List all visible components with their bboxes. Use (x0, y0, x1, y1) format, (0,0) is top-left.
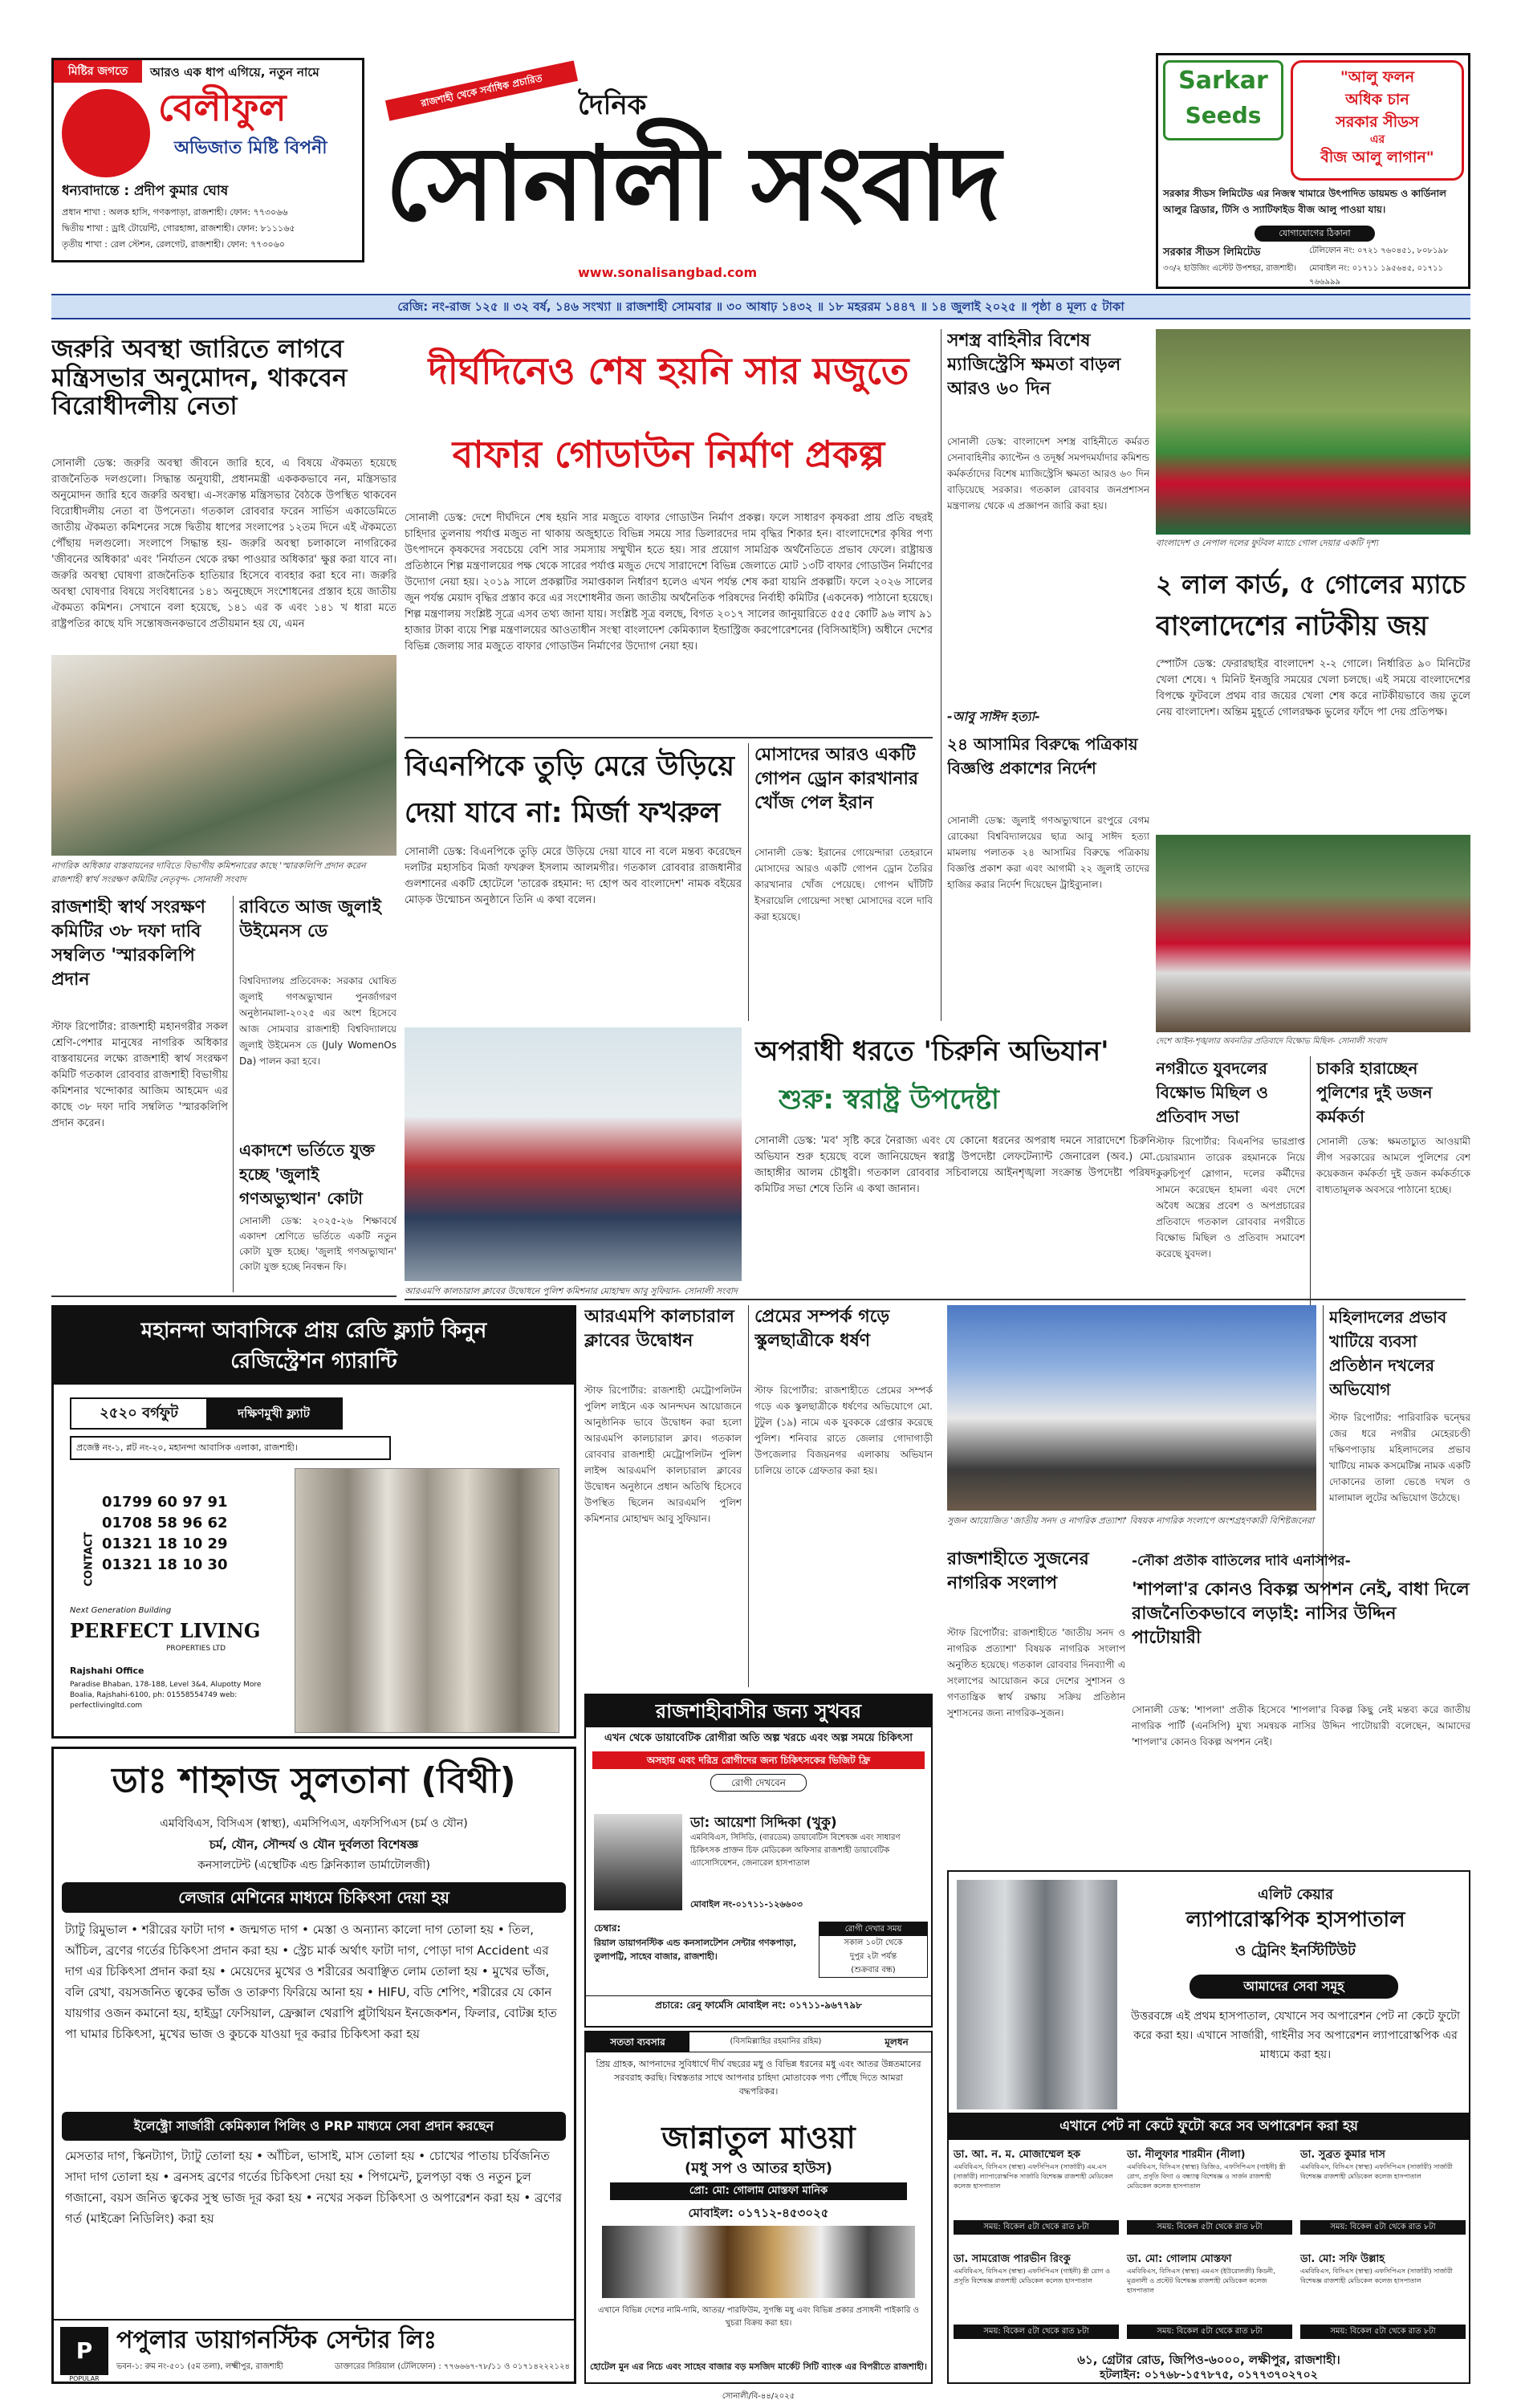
beliphul-subtitle: অভিজাত মিষ্টি বিপনী (174, 138, 327, 158)
rally-photo-caption: দেশে আইন-শৃঙ্খলার অবনতির প্রতিবাদে বিক্ষোভ মিছিল- সোনালী সংবাদ (1156, 1037, 1387, 1046)
club-body: স্টাফ রিপোর্টার: রাজশাহী মেট্রোপলিটন পুলিশ লাইনে এক আনন্দঘন আয়োজনে আনুষ্ঠানিক ভাবে উদ্বোধন করা হলো আরএমপি কালচারাল ক্লাব। গতকাল রোববার রাজশাহী মেট্রোপলিটন পুলিশ লাইন্স আরএমপি কালচারাল ক্লাবের উদ্বোধন অনুষ্ঠানে প্রধান অতিথি হিসেবে উপস্থিত ছিলেন আরএমপি পুলিশ কমিশনার মোহাম্মদ আবু সুফিয়ান। (584, 1385, 742, 1524)
doctor-5-name: ডা. মো: গোলাম মোস্তফা (1127, 2253, 1232, 2265)
jannatul-tag-left: সততা ব্যবসার (586, 2032, 689, 2052)
flat-ad-header (54, 1308, 574, 1385)
flat-phones (102, 1492, 262, 1576)
shahnaz-ad (51, 1747, 576, 2384)
doctor-6-name: ডা. মো: সফি উল্লাহ (1300, 2253, 1385, 2265)
lead-rule (405, 737, 933, 738)
jannatul-products (602, 2226, 915, 2298)
abu-sayeed-kicker: -আবু সাঈদ হত্যা- (947, 710, 1040, 724)
beliphul-brand: বেলীফুল (158, 86, 287, 129)
rmp-club-photo (405, 1027, 742, 1281)
abu-sayeed-body: সোনালী ডেস্ক: জুলাই গণঅভ্যুত্থানে রংপুরে বেগম রোকেয়া বিশ্ববিদ্যালয়ের ছাত্র আবু সাঈদ হত্যা মামলায় পলাতক ২৪ আসামির বিরুদ্ধে পত্রিকায় বিজ্ঞপ্তি প্রকাশ করা এবং আগামী ২২ জুলাই তাদের হাজির করার নির্দেশ দিয়েছেন ট্রাইব্যুনাল। (947, 815, 1149, 890)
nahid-headline: 'শাপলা'র কোনও বিকল্প অপশন নেই, বাধা দিলে রাজনৈতিকভাবে লড়াই: নাসির উদ্দিন পাটোয়ারী (1132, 1580, 1470, 1648)
newspaper-name: সোনালী সংবাদ (385, 124, 999, 244)
magistracy-headline: সশস্ত্র বাহিনীর বিশেষ ম্যাজিস্ট্রেসি ক্ষমতা বাড়ল আরও ৬০ দিন (947, 331, 1121, 399)
skarlipi-body: স্টাফ রিপোর্টার: রাজশাহী মহানগরীর সকল শ্রেণি-পেশার মানুষের নাগরিক অধিকার বাস্তবায়নের লক্ষ্যে রাজশাহী স্বার্থ সংরক্ষণ কমিটি গতকাল রোববার রাজশাহী বিভাগীয় কমিশনার খন্দোকার আজিম আহমেদ এর কাছে ৩৮ দফা দাবি সম্বলিত 'স্মারকলিপি প্রদান করেন। (51, 1021, 228, 1129)
protest-headline: নগরীতে যুবদলের বিক্ষোভ মিছিল ও প্রতিবাদ সভা (1156, 1059, 1269, 1126)
protest-body: স্টাফ রিপোর্টার: বিএনপির ভারপ্রাপ্ত চেয়ারম্যান তারেক রহমানকে নিয়ে কুরুচিপূর্ণ স্লোগান, দলের কর্মীদের সামনে করেছেন হামলা এবং দেশে অবৈধ অস্ত্রের প্রবেশ ও অপপ্রচারের প্রতিবাদে গতকাল রোববার নগরীতে বিক্ষোভ মিছিল ও প্রতিবাদ সমাবেশ করেছে যুবদল। (1156, 1136, 1305, 1259)
shahnaz-specialty: চর্ম, যৌন, সৌন্দর্য ও যৌন দুর্বলতা বিশেষজ্ঞ (209, 1837, 419, 1852)
women-day-headline: রাবিতে আজ জুলাই উইমেনস ডে (239, 897, 381, 942)
skarlipi-photo (51, 655, 397, 856)
doctor-2-degrees: এমবিবিএস, বিসিএস (স্বাস্থ্য) ডিজিও, এফসিপিএস (গাইনী) স্ত্রী রোগ, প্রসূতি বিদ্যা ও বন্ধ্যাত্ব বিশেষজ্ঞ ও সার্জন রাজশাহী মেডিকেল কলেজ হাসপাতাল (1127, 2163, 1286, 2190)
shahnaz-prp-bar: ইলেক্ট্রো সার্জারী কেমিক্যাল পিলিং ও PRP মাধ্যমে সেবা প্রদান করছেন (62, 2112, 566, 2141)
doctor-6-degrees: এমবিবিএস, বিসিএস (স্বাস্থ্য) এফসিপিএস (সার্জারী) সার্জারী বিশেষজ্ঞ রাজশাহী মেডিকেল কলেজ হাসপাতাল (1300, 2268, 1453, 2284)
doctor-2-time: সময়: বিকেল ৫টা থেকে রাত ৮টা (1127, 2220, 1292, 2235)
hospital-top: এলিট কেয়ার (1258, 1886, 1333, 1903)
sarkar-seeds-ad (1156, 53, 1470, 289)
skarlipi-headline: রাজশাহী স্বার্থ সংরক্ষণ কমিটির ৩৮ দফা দাবি সম্বলিত 'স্মারকলিপি প্রদান (51, 897, 205, 990)
mossad-divider (748, 743, 749, 1021)
slogan-line-4: এর (1369, 133, 1385, 146)
love-body: স্টাফ রিপোর্টার: রাজশাহীতে প্রেমের সম্পর্ক গড়ে এক স্কুলছাত্রীকে ধর্ষণের অভিযোগে মো. টুটুল (১৯) নামে এক যুবককে গ্রেপ্তার করেছে পুলিশ। শনিবার রাতে জেলার গোদাগাড়ী উপজেলার বিজয়নগর এলাকায় অভিযান চালিয়ে তাকে গ্রেফতার করা হয়। (754, 1385, 933, 1476)
jannatul-intro: প্রিয় গ্রাহক, আপনাদের সুবিধার্থে দীর্ঘ বছরের মধু ও বিভিন্ন ধরনের মধু এবং আতর উন্নতমানের সরবরাহ করছি। বিশ্বস্ততার সাথে আপনার চাহিদা মোতাবেক পণ্য পৌঁছে দিতে আমরা বদ্ধপরিকর। (596, 2059, 921, 2097)
flat-address: প্রজেক্ট নং-১, প্লট নং-২০, মহানন্দা আবাসিক এলাকা, রাজশাহী। (70, 1436, 391, 1460)
police-job-body: সোনালী ডেস্ক: ক্ষমতাচ্যুত আওয়ামী লীগ সরকারের আমলে পুলিশের বেশ কয়েকজন কর্মকর্তা দুই ডজন কর্মকর্তাকে বাধ্যতামূলক অবসরে পাঠানো হচ্ছে। (1316, 1136, 1470, 1195)
football-headline-1: ২ লাল কার্ড, ৫ গোলের ম্যাচে (1156, 569, 1466, 600)
col1-rule (51, 1296, 397, 1297)
hospital-services-bar: আমাদের সেবা সমূহ (1190, 1975, 1398, 1999)
doctor-card-3 (1300, 2148, 1466, 2244)
sukhobor-patients: রোগী দেখবেন (710, 1774, 807, 1792)
sukhobor-time-box (819, 1922, 928, 1978)
flat-headline-1: মহানন্দা আবাসিকে প্রায় রেডি ফ্ল্যাট কিনুন (140, 1319, 487, 1343)
sukhobor-time-2: দুপুর ২টা পর্যন্ত (849, 1952, 897, 1961)
doctor-4-time: সময়: বিকেল ৫টা থেকে রাত ৮টা (954, 2325, 1119, 2339)
admission-headline: একাদশে ভর্তিতে যুক্ত হচ্ছে 'জুলাই গণঅভ্যুত্থান' কোটা (239, 1141, 375, 1208)
sarkar-contact-tag: যোগাযোগের ঠিকানা (1255, 226, 1375, 242)
doctor-card-5 (1127, 2252, 1292, 2349)
magistracy-body: সোনালী ডেস্ক: বাংলাদেশ সশস্ত্র বাহিনীতে কর্মরত সেনাবাহিনীর ক্যাপ্টেন ও তদূর্ধ্ব সমপদমর্যাদার কমিশন্ড কর্মকর্তাদের বিশেষ ম্যাজিস্ট্রেসি ক্ষমতা আরও ৬০ দিন বাড়িয়েছে সরকার। গতকাল রোববার জনপ্রশাসন মন্ত্রণালয় থেকে এ প্রজ্ঞাপন জারি করা হয়। (947, 436, 1149, 511)
flat-phone-2[interactable]: 01708 58 96 62 (102, 1515, 228, 1531)
jannatul-name: জান্নাতুল মাওয়া (661, 2120, 856, 2155)
jannatul-proprietor: প্রো: মো: গোলাম মোস্তফা মানিক (610, 2182, 907, 2200)
doctor-5-time: সময়: বিকেল ৫টা থেকে রাত ৮টা (1127, 2325, 1292, 2339)
popular-logo-text: POPULAR (69, 2375, 100, 2382)
lead-headline-box (405, 329, 933, 507)
sukhobor-time-1: সকাল ১০টা থেকে (844, 1938, 903, 1947)
hospital-ad (947, 1870, 1470, 2384)
sukhobor-mobile: মোবাইল নং-০১৭১১-১২৬৬০৩ (690, 1899, 803, 1910)
sukhobor-degrees: এমবিবিএস, সিসিডি, (বারডেম) ডায়াবেটিস বিশেষজ্ঞ এবং সাধারণ চিকিৎসক প্রাক্তন চিফ মেডিকেল অফিসার রাজশাহী ডায়াবেটিক এ্যাসোসিয়েশন, জেনারেল হাসপাতাল (690, 1833, 901, 1868)
jannatul-tag-mid: (বিসমিল্লাহির রহমানির রহিম) (730, 2037, 822, 2046)
slogan-line-5: বীজ আলু লাগান" (1320, 148, 1434, 166)
jannatul-sub: (মধু সপ ও আতর হাউস) (685, 2160, 832, 2177)
jannatul-address: হোটেল মুন এর নিচে এবং সাহেব বাজার বড় মসজিদ মার্কেট সিটি ব্যাংক এর বিপরীতে রাজশাহী। (590, 2361, 927, 2372)
doctor-1-time: সময়: বিকেল ৫টা থেকে রাত ৮টা (954, 2220, 1119, 2235)
slogan-line-2: অধিক চান (1345, 91, 1409, 108)
rmp-club-photo-caption: আরএমপি কালচারাল ক্লাবের উদ্বোধনে পুলিশ কমিশনার মোহাম্মদ আবু সুফিয়ান- সোনালী সংবাদ (405, 1286, 738, 1296)
sarkar-body: সরকার সীডস লিমিটেড এর নিজস্ব খামারে উৎপাদিত ডায়মন্ড ও কার্ডিনাল আলুর ব্রিডার, টিসি ও স্যাটিফাইড বীজ আলু পাওয়া যায়। (1163, 188, 1446, 215)
sarkar-slogan (1291, 60, 1464, 181)
beliphul-top-tag: মিষ্টির জগতে (54, 60, 142, 83)
mirza-headline: বিএনপিকে তুড়ি মেরে উড়িয়ে দেয়া যাবে না: মির্জা ফখরুল (405, 750, 735, 829)
doctor-3-time: সময়: বিকেল ৫টা থেকে রাত ৮টা (1300, 2220, 1466, 2235)
sukhobor-doctor: ডা: আয়েশা সিদ্দিকা (খুকু) (690, 1815, 837, 1831)
sukhobor-line-1: এখন থেকে ডায়াবেটিক রোগীরা অতি অল্প খরচে এবং অল্প সময়ে চিকিৎসা (604, 1732, 913, 1744)
flat-ad (51, 1305, 576, 1739)
flat-brand-tag: Next Generation Building (70, 1606, 172, 1615)
doctor-3-name: ডা. সুব্রত কুমার দাস (1300, 2149, 1385, 2161)
info-bar (51, 294, 1470, 319)
hospital-name: ল্যাপারোস্কপিক হাসপাতাল (1185, 1908, 1405, 1932)
lead-headline-2: বাফার গোডাউন নির্মাণ প্রকল্প (452, 433, 885, 476)
jannatul-ad (584, 2031, 933, 2384)
doctor-4-degrees: এমবিবিএস, বিসিএস (স্বাস্থ্য) এফসিপিএস (গাইনী) স্ত্রী রোগ ও প্রসূতি বিশেষজ্ঞ রাজশাহী মেডিকেল কলেজ হাসপাতাল (954, 2268, 1110, 2284)
sukhobor-chamber-label: চেম্বার: (594, 1922, 621, 1934)
beliphul-thanks: ধন্যবাদান্তে : প্রদীপ কুমার ঘোষ (62, 183, 229, 199)
flat-phone-3[interactable]: 01321 18 10 29 (102, 1536, 228, 1552)
hospital-banner: এখানে পেট না কেটে ফুটো করে সব অপারেশন করা হয় (949, 2113, 1469, 2140)
doctor-photo (594, 1814, 682, 1910)
sarkar-phone-2: মোবাইল নং: ০১৭১১ ১৯৫৬৪৫, ০১৭১১ ৭৬৬৯৯৯ (1309, 264, 1444, 287)
police-job-headline: চাকরি হারাচ্ছেন পুলিশের দুই ডজন কর্মকর্তা (1316, 1059, 1433, 1126)
sarkar-address: ৩৩/২ হাউজিং এস্টেট উপশহর, রাজশাহী। (1163, 264, 1297, 273)
doctor-card-4 (954, 2252, 1119, 2349)
football-photo-caption: বাংলাদেশ ও নেপাল দলের ফুটবল ম্যাচে গোল দেয়ার একটি দৃশ্য (1156, 538, 1378, 548)
business-headline: মহিলাদলের প্রভাব খাটিয়ে ব্যবসা প্রতিষ্ঠান দখলের অভিযোগ (1329, 1308, 1447, 1399)
info-bar-text: রেজি: নং-রাজ ১২৫ ॥ ৩২ বর্ষ, ১৪৬ সংখ্যা ॥ রাজশাহী সোমবার ॥ ৩০ আষাঢ় ১৪৩২ ॥ ১৮ মহররম ১৪৪৭ ॥ ১৪ জুলাই ২০২৫ ॥ পৃষ্ঠা ৪ মূল্য ৫ টাকা (397, 299, 1124, 314)
beliphul-branch-2: দ্বিতীয় শাখা : ড্রাই টোয়েন্টি, গোরহাঙ্গা, রাজশাহী। ফোন: ৮১১১৬৫ (62, 223, 295, 234)
sponsor-tag: রাজশাহী থেকে সর্বাধিক প্রচারিত (385, 60, 578, 120)
doctor-card-1 (954, 2148, 1119, 2244)
sukhobor-time-label: রোগী দেখার সময় (819, 1922, 927, 1936)
lead-headline-1: দীর্ঘদিনেও শেষ হয়নি সার মজুতে (428, 349, 909, 393)
sarkar-brand-bottom: Seeds (1185, 102, 1262, 128)
flat-office-address: Paradise Bhaban, 178-188, Level 3&4, Alupotty More Boalia, Rajshahi-6100, ph: 01558554749 web: perfectlivingltd.com (70, 1681, 262, 1710)
beliphul-logo-mark (62, 89, 150, 177)
jannatul-footer: এখানে বিভিন্ন দেশের নামি-দামি, আতর/ পারফিউম, সুগন্ধি মধু এবং বিভিন্ন প্রকার প্রসাধনী পাইকারি ও খুচরা বিক্রয় করা হয়। (598, 2306, 919, 2328)
sukhobor-time-3: (শুক্রবার বন্ধ) (851, 1966, 896, 1975)
flat-headline-2: রেজিস্ট্রেশন গ্যারান্টি (230, 1349, 397, 1373)
rally-photo (1156, 835, 1470, 1032)
football-headline-2: বাংলাদেশের নাটকীয় জয় (1156, 610, 1428, 642)
club-divider (748, 1305, 749, 1687)
col1-divider (233, 896, 234, 1292)
sukhobor-title: রাজশাহীবাসীর জন্য সুখবর (586, 1695, 931, 1727)
website[interactable]: www.sonalisangbad.com (578, 265, 758, 280)
sujan-headline: রাজশাহীতে সুজনের নাগরিক সংলাপ (947, 1549, 1089, 1593)
slogan-line-3: সরকার সীডস (1336, 113, 1419, 131)
mid-rule (405, 1299, 1466, 1300)
comb-headline-1: অপরাধী ধরতে 'চিরুনি অভিযান' (754, 1035, 1109, 1068)
shahnaz-services-2: মেসতার দাগ, স্কিনট্যাগ, ট্যাটু তোলা হয় • আঁচিল, ভাসাই, মাস তোলা হয় • চোখের পাতায় চর্বিজনিত সাদা দাগ তোলা হয় • ব্রনসহ ব্রণের গর্তের চিকিৎসা দেয়া হয় • পিগমেন্ট, চুলপড়া বন্ধ ও নতুন চুল গজানো, বয়স জনিত ত্বকের সুস্থ ভাজ দূর করা হয় • নখের সকল চিকিৎসা ও অপারেশন করা হয় • ব্রণের গর্ত (মাইক্রো নিডিলিং) করা হয় (65, 2149, 563, 2226)
doctor-card-6 (1300, 2252, 1466, 2349)
flat-office: Rajshahi Office (70, 1666, 144, 1676)
doctor-4-name: ডা. সামরোজ পারভীন রিংকু (954, 2253, 1071, 2265)
doctor-5-degrees: এমবিবিএস, বিসিএস (স্বাস্থ্য) এমএস (ইউরোলজী) কিডনী, মূত্রনালী ও প্রস্টেট বিশেষজ্ঞ রাজশাহী মেডিকেল কলেজ হাসপাতাল (1127, 2268, 1275, 2294)
doctor-card-2 (1127, 2148, 1292, 2244)
skarlipi-photo-caption: নাগরিক অধিকার বাস্তবায়নের দাবিতে বিভাগীয় কমিশনারের কাছে 'স্মারকলিপি প্রদান করেন রাজশাহী স্বার্থ সংরক্ষণ কমিটির নেতৃবৃন্দ- সোনালী সংবাদ (51, 860, 366, 885)
football-photo (1156, 329, 1470, 535)
flat-brand-sub: PROPERTIES LTD (166, 1645, 226, 1653)
sukhobor-chamber: রিয়াল ডায়াগনস্টিক এন্ড কনসালটেশন সেন্টার গণকপাড়া, তুলাপট্টি, সাহেব বাজার, রাজশাহী। (594, 1938, 797, 1962)
flat-contact-label: CONTACT (83, 1531, 96, 1587)
beliphul-slogan: আরও এক ধাপ এগিয়ে, নতুন নামে (150, 65, 319, 79)
shahnaz-degrees: এমবিবিএস, বিসিএস (স্বাস্থ্য), এমসিপিএস, এফসিপিএস (চর্ম ও যৌন) (160, 1817, 468, 1830)
lead-body: সোনালী ডেস্ক: দেশে দীর্ঘদিনে শেষ হয়নি সার মজুতে বাফার গোডাউন নির্মাণ প্রকল্প। ফলে সাধারণ কৃষকরা প্রায় প্রতি বছরই চাহিদার তুলনায় পর্যাপ্ত মজুত না থাকায় অজুহাতে বিভিন্ন সময়ে সার ডিলারদের দাম বৃদ্ধির শিকার হন। বাংলাদেশের কৃষির পণ্য উৎপাদনে কৃষকদের সবচেয়ে বেশি সার সমস্যায় সম্মুখীন হতে হয়। সার প্রয়োগ সামগ্রিক অর্থনৈতিতে প্রভাব ফেলে। রাষ্ট্রায়ত্ত প্রতিষ্ঠানে শিল্প মন্ত্রণালয়ের পক্ষ থেকে সারের পর্যাপ্ত মজুত দেখে সারাদেশে বিভিন্ন জেলাতে মোট ১৩টি বাফার গোডাউন নির্মাণের উদ্যোগ নেয়া হয়। ২০১৯ সালে প্রকল্পটির সমাপ্তকাল নির্ধারণ হলেও এখন পর্যন্ত শেষ করা যায়নি প্রকল্পটি। ফলে ২০২৬ সালের জুন পর্যন্ত মেয়াদ বৃদ্ধির প্রস্তাব করে এর সংশোধনীর জন্য জাতীয় অর্থনৈতিক পরিষদের নির্বাহী কমিটির (একনেক) পাঠানো হয়েছে। শিল্প মন্ত্রণালয় সংশ্লিষ্ট সূত্রে এসব তথ্য জানা যায়। সংশ্লিষ্ট সূত্র বলছে, বিগত ২০১৭ সালের জানুয়ারিতে ৫৫৫ কোটি ৯৬ লাখ ৯১ হাজার টাকা ব্যয়ে শিল্প মন্ত্রণালয়ের আওতাধীন সংস্থা বাংলাদেশ কেমিক্যাল ইন্ডাস্ট্রিজ করপোরেশনের (বিসিআইসি) অধীনে দেশের বিভিন্ন জেলায় সার মজুতে বাফার গোডাউন নির্মাণের উদ্যোগ নেয়া হয়। (405, 512, 933, 653)
sarkar-logo (1163, 60, 1283, 140)
comb-headline-2: শুরু: স্বরাষ্ট্র উপদেষ্টা (779, 1084, 999, 1116)
hospital-services: উত্তরবঙ্গে এই প্রথম হাসপাতাল, যেখানে সব অপারেশন পেট না কেটে ফুটো করে করা হয়। এখানে সার্জারী, গাইনীর সব অপারেশন ল্যাপারোস্কপিক এর মাধ্যমে করা হয়। (1131, 2010, 1460, 2061)
doctor-2-name: ডা. নীলুফার শারমীন (নীলা) (1127, 2149, 1246, 2161)
nahid-kicker: -নৌকা প্রতীক বাতিলের দাবি এনসিপির- (1132, 1554, 1351, 1569)
mossad-headline: মোসাদের আরও একটি গোপন ড্রোন কারখানার খোঁজ পেল ইরান (754, 745, 918, 813)
jannatul-tag-right: মূলধন (885, 2036, 909, 2048)
doctor-6-time: সময়: বিকেল ৫টা থেকে রাত ৮টা (1300, 2325, 1466, 2339)
flat-facing: দক্ষিণমুখী ফ্ল্যাট (206, 1399, 341, 1428)
slogan-line-1: "আলু ফলন (1340, 68, 1415, 86)
sarkar-brand-top: Sarkar (1178, 67, 1268, 95)
beliphul-ad (51, 58, 364, 262)
beliphul-branch-1: প্রধান শাখা : অলক হাসি, গণকপাড়া, রাজশাহী। ফোন: ৭৭৩০৬৬ (62, 207, 288, 218)
sukhobor-line-2: অসহায় এবং দরিদ্র রোগীদের জন্য চিকিৎসকের ভিজিট ফ্রি (592, 1751, 925, 1769)
flat-building-image (295, 1468, 559, 1733)
sarkar-phone-1: টেলিফোন নং: ০৭২১ ৭৬০৪৫১, ৮০৮১৯৮ (1309, 246, 1449, 255)
doctor-1-degrees: এমবিবিএস, বিসিএস (স্বাস্থ্য) এফসিপিএস (সার্জারী) এম.এস (সার্জারী) ল্যাপারোস্কপিক সার্জারি বিশেষজ্ঞ রাজশাহী মেডিকেল কলেজ হাসপাতাল (954, 2163, 1113, 2190)
sarkar-company: সরকার সীডস লিমিটেড (1163, 246, 1261, 258)
admission-body: সোনালী ডেস্ক: ২০২৫-২৬ শিক্ষাবর্ষে একাদশ শ্রেণিতে ভর্তিতে একটি নতুন কোটা যুক্ত হচ্ছে। 'জুলাই গণঅভ্যুত্থান' কোটা যুক্ত হচ্ছে নিবন্ধন ফি। (239, 1215, 397, 1272)
popular-footer (54, 2319, 574, 2382)
shahnaz-consult: কনসালটেন্ট (এস্থেটিক এন্ড ক্লিনিক্যাল ডার্মাটোলজী) (197, 1859, 430, 1872)
jannatul-phone[interactable]: মোবাইল: ০১৭১২-৪৫৩০২৫ (688, 2206, 829, 2220)
hospital-address: ৬১, গ্রেটার রোড, জিপিও-৬০০০, লক্ষীপুর, রাজশাহী। (1077, 2353, 1340, 2367)
club-headline: আরএমপি কালচারাল ক্লাবের উদ্বোধন (584, 1307, 734, 1351)
shahnaz-laser-bar: লেজার মেশিনের মাধ্যমে চিকিৎসা দেয়া হয় (62, 1882, 566, 1913)
daily-label: দৈনিক (578, 89, 647, 121)
emergency-body: সোনালী ডেস্ক: জরুরি অবস্থা জীবনে জারি হবে, এ বিষয়ে ঐকমত্য হয়েছে রাজনৈতিক দলগুলো। সিদ্ধান্ত অনুযায়ী, প্রধানমন্ত্রী একককভাবে নন, মন্ত্রিসভার অনুমোদন জারি হবে জরুরি অবস্থা। এ-সংক্রান্ত মন্ত্রিসভার বৈঠকে উপস্থিত থাকবেন বিরোধীদলীয় নেতা বা উপনেতা। গতকাল রোববার ফরেন সার্ভিস একাডেমিতে জাতীয় ঐকমত্য কমিশনের সঙ্গে দ্বিতীয় ধাপের সংলাপের ১২তম দিনে এই ঐকমত্যে পৌঁছায় দলগুলো। সংলাপে সিদ্ধান্ত হয়- জরুরি অবস্থা চলাকালে নাগরিকের 'জীবনের অধিকার' এবং 'নির্যাতন থেকে রক্ষা পাওয়ার অধিকার' ক্ষুণ্ণ করা যাবে না। জরুরি অবস্থা ঘোষণা রাজনৈতিক হাতিয়ার হিসেবে ব্যবহার করা হবে না। জরুরি অবস্থা ঘোষণার বিষয়ে সংবিধানের ১৪১ অনুচ্ছেদে সংশোধনের প্রস্তাব হয়ে জাতীয় ঐকমত্য কমিশন। সেখানে বলা হয়েছে, ১৪১ এর ক এবং ১৪১ খ ধারা মতে রাষ্ট্রপতির কাছে যদি সন্তোষজনকভাবে প্রতীয়মান হয় যে, এমন (51, 458, 397, 630)
jannatul-ref: সোনালী/বি-৪৪/২০২৫ (722, 2392, 795, 2401)
hospital-building-image (957, 1880, 1117, 2109)
doctor-1-name: ডা. আ. ন. ম. মোজাম্মেল হক (954, 2149, 1081, 2161)
flat-phone-4[interactable]: 01321 18 10 30 (102, 1556, 228, 1573)
mossad-body: সোনালী ডেস্ক: ইরানের গোয়েন্দারা তেহরানে মোসাদের আরও একটি গোপন ড্রোন তৈরির কারখানার খোঁজ পেয়েছে। গোপন ঘাঁটিটি ইসরায়েলি গোয়েন্দা সংস্থা মোসাদের বলে দাবি করা হয়েছে। (754, 847, 933, 922)
hospital-sub: ও ট্রেনিং ইনস্টিটিউট (1235, 1942, 1356, 1959)
comb-body: সোনালী ডেস্ক: 'মব' সৃষ্টি করে নৈরাজ্য এবং যে কোনো ধরনের অপরাধ দমনে সারাদেশে চিরুনি অভিযান শুরু হয়েছে বলে জানিয়েছেন স্বরাষ্ট্র উপদেষ্টা লেফটেন্যান্ট জেনারেল (অব.) মো. জাহাঙ্গীর আলম চৌধুরী। গতকাল রোববার সচিবালয়ে আইনশৃঙ্খলা সংক্রান্ত উপদেষ্টা পরিষদ কমিটির সভা শেষে তিনি এ কথা জানান। (754, 1135, 1156, 1195)
love-headline: প্রেমের সম্পর্ক গড়ে স্কুলছাত্রীকে ধর্ষণ (754, 1307, 890, 1351)
flat-brand: PERFECT LIVING (70, 1619, 261, 1642)
mirza-body: সোনালী ডেস্ক: বিএনপিকে তুড়ি মেরে উড়িয়ে দেয়া যাবে না বলে মন্তব্য করেছেন দলটির মহাসচিব মির্জা ফখরুল ইসলাম আলমগীর। গতকাল রোববার রাজধানীর গুলশানের একটি হোটেলে 'তারেক রহমান: দ্য হোপ অব বাংলাদেশ' নামক বইয়ের মোড়ক উন্মোচন অনুষ্ঠানে তিনি এ কথা বলেন। (405, 846, 742, 906)
hospital-hotline[interactable]: হটলাইন: ০১৭৬৮-১৫৭৮৭৫, ০১৭৭৩৭০২৭০২ (1100, 2369, 1318, 2382)
emergency-headline: জরুরি অবস্থা জারিতে লাগবে মন্ত্রিসভার অনুমোদন, থাকবেন বিরোধীদলীয় নেতা (51, 336, 348, 421)
football-body: স্পোর্টস ডেস্ক: ফেরারছাইর বাংলাদেশ ২-২ গোলে। নির্ধারিত ৯০ মিনিটের খেলা শেষে। ৭ মিনিট ইনজুরি সময়ের খেলা চলছে। এই সময়ে বাংলাদেশের বিপক্ষে ফুটবলে প্রথম বার জয়ের খেলা শেষ করে নাটকীয়ভাবে জয় তুলে নেয় বাংলাদেশ। অন্তিম মুহূর্তে গোলরক্ষক ভুলের ফাঁদে পা দেয় প্রতিপক্ষ। (1156, 658, 1470, 718)
popular-logo: P (60, 2327, 108, 2375)
shahnaz-name: ডাঃ শাহ্নাজ সুলতানা (বিথী) (112, 1760, 516, 1801)
flat-size-box (70, 1397, 343, 1430)
popular-serial: ডাক্তারের সিরিয়াল (টেলিফোন) : ৭৭৬৬৬৭-৭৮/১১ ও ০১৭১৪২২২১২৪ (335, 2362, 570, 2371)
beliphul-branch-3: তৃতীয় শাখা : রেল স্টেশন, রেলগেট, রাজশাহী। ফোন: ৭৭৩০৬০ (62, 239, 286, 250)
sujan-body: স্টাফ রিপোর্টার: রাজশাহীতে 'জাতীয় সনদ ও নাগরিক প্রত্যাশা' বিষয়ক নাগরিক সংলাপ অনুষ্ঠিত হয়েছে। গতকাল রোববার দিনব্যাপী এ সংলাপের আয়োজন করে দেশের সুশাসন ও গণতান্ত্রিক স্বার্থ রক্ষায় সক্রিয় প্রতিষ্ঠান সুশাসনের জন্য নাগরিক-সুজন। (947, 1627, 1125, 1719)
sujan-photo-caption: সুজন আয়োজিত 'জাতীয় সনদ ও নাগরিক প্রত্যাশা' বিষয়ক নাগরিক সংলাপে অংশগ্রহণকারী বিশিষ্টজনেরা (947, 1515, 1315, 1526)
nahid-body: সোনালী ডেস্ক: 'শাপলা' প্রতীক হিসেবে 'শাপলা'র বিকল্প কিছু নেই মন্তব্য করে জাতীয় নাগরিক পার্টি (এনসিপি) মুখ্য সমন্বয়ক নাসির উদ্দিন পাটোয়ারী বলেছেন, আমাদের 'শাপলা'র কোনও বিকল্প অপশন নেই। (1132, 1704, 1470, 1747)
doctor-3-degrees: এমবিবিএস, বিসিএস (স্বাস্থ্য) এফসিপিএস (সার্জারী) সার্জারী বিশেষজ্ঞ রাজশাহী মেডিকেল কলেজ হাসপাতাল (1300, 2163, 1453, 2180)
popular-center-name: পপুলার ডায়াগনস্টিক সেন্টার লিঃ (116, 2326, 437, 2354)
sujan-photo (947, 1305, 1316, 1511)
business-body: স্টাফ রিপোর্টার: পারিবারিক দ্বন্দ্বের জের ধরে নগরীর মেহেরচণ্ডী দক্ষিণপাড়ায় মহিলাদলের প্রভাব খাটিয়ে নামক কসমেটিক্স নামক একটি দোকানের তালা ভেঙে দখল ও মালামাল লুটের অভিযোগ উঠেছে। (1329, 1412, 1470, 1503)
sukhobor-booking: প্রচারে: রেনু ফার্মেসি মোবাইল নং: ০১৭১১-৯৬৭৭৯৮ (586, 1995, 931, 2014)
protest-divider (1310, 1056, 1311, 1312)
flat-phone-1[interactable]: 01799 60 97 91 (102, 1494, 228, 1511)
abu-sayeed-headline: ২৪ আসামির বিরুদ্ধে পত্রিকায় বিজ্ঞপ্তি প্রকাশের নির্দেশ (947, 734, 1138, 778)
women-day-body: বিশ্ববিদ্যালয় প্রতিবেদক: সরকার ঘোষিত জুলাই গণঅভ্যুত্থান পুনর্জাগরণ অনুষ্ঠানমালা-২০২৫ এর অংশ হিসেবে আজ সোমবার রাজশাহী বিশ্ববিদ্যালয়ে জুলাই উইমেনস ডে (July WomenOs Da) পালন করা হবে। (239, 975, 397, 1067)
flat-size: ২৫২০ বর্গফুট (100, 1405, 178, 1422)
sukhobor-ad (584, 1694, 933, 2028)
shahnaz-services: ট্যাটু রিমুভাল • শরীরের ফাটা দাগ • জন্মগত দাগ • মেস্তা ও অন্যান্য কালো দাগ তোলা হয় • তিল, আঁচিল, ব্রণের গর্তের চিকিৎসা প্রদান করা হয় • স্ট্রেচ মার্ক অর্থাৎ ফাটা দাগ, পোড়া দাগ Accident এর দাগ এর চিকিৎসা প্রদান করা হয় • মেয়েদের মুখের ও শরীরের অবাঞ্ছিত লোম তোলা হয় • মুখের ভাঁজ, বলি রেখা, বয়সজনিত ত্বকের ভাঁজ ও তারুণ্য ফিরিয়ে আনা হয় • HIFU, বডি শেপিং, শরীরের যে কোন যায়গার ওজন কমানো হয়, হাইড্রা ফেসিয়াল, ফ্রেক্সাল থেরাপি প্লুটাথিয়ন ইনজেকশন, ফিলার, বোটক্স হাত পা ঘামার চিকিৎসা, মুখের ভাজ ও কুচকে যাওয়া দূর করার চিকিৎসা করা হয় (65, 1922, 557, 2041)
popular-center-address: ভবন-১: রুম নং-৫০১ (৫ম তলা), লক্ষ্মীপুর, রাজশাহী (116, 2362, 283, 2371)
